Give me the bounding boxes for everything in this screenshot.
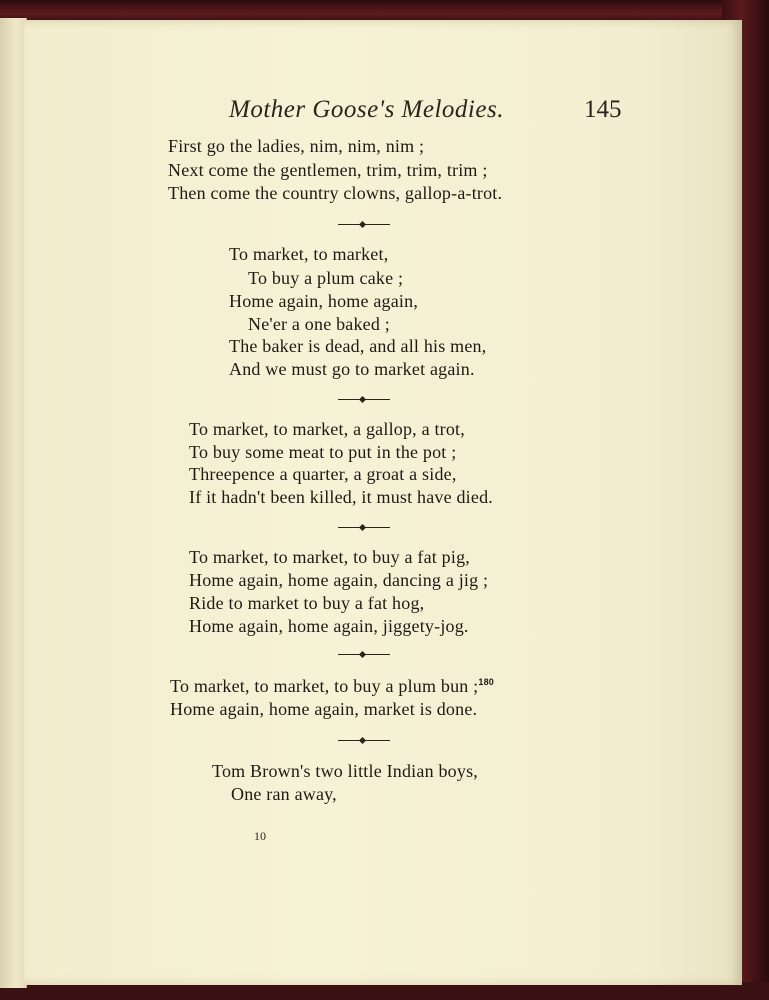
verse-line: One ran away, (231, 784, 337, 804)
verse-line: Threepence a quarter, a groat a side, (189, 464, 457, 484)
section-ornament (338, 740, 390, 741)
book-cover-top (0, 0, 769, 22)
verse-line: Home again, home again, dancing a jig ; (189, 570, 489, 590)
verse-line: If it hadn't been killed, it must have died. (189, 487, 493, 507)
running-head: Mother Goose's Melodies. (229, 96, 504, 123)
section-ornament (338, 399, 390, 400)
verse-line (170, 676, 494, 697)
verse-line: Then come the country clowns, gallop-a-trot. (168, 183, 503, 203)
verse-line: To market, to market, a gallop, a trot, (189, 419, 465, 439)
verse-line-text: To market, to market, to buy a plum bun ; (170, 676, 479, 696)
page-left-edge (0, 18, 27, 988)
verse-line: To market, to market, (229, 244, 389, 264)
verse-line: To buy some meat to put in the pot ; (189, 442, 457, 462)
footnote-marker: 180 (478, 677, 495, 687)
verse-line: Ride to market to buy a fat hog, (189, 593, 425, 613)
page-number: 145 (584, 96, 622, 123)
verse-line: Home again, home again, jiggety-jog. (189, 616, 469, 636)
section-ornament (338, 527, 390, 528)
verse-line: Ne'er a one baked ; (248, 314, 390, 334)
verse-line: To market, to market, to buy a fat pig, (189, 547, 470, 567)
section-ornament (338, 224, 390, 225)
verse-line: The baker is dead, and all his men, (229, 336, 487, 356)
verse-line: Home again, home again, (229, 291, 419, 311)
verse-line: And we must go to market again. (229, 359, 475, 379)
verse-line: Home again, home again, market is done. (170, 699, 478, 719)
book-page (24, 20, 742, 985)
signature-mark: 10 (254, 829, 266, 843)
verse-line: Next come the gentlemen, trim, trim, trim ; (168, 160, 488, 180)
verse-line: To buy a plum cake ; (248, 268, 404, 288)
section-ornament (338, 654, 390, 655)
verse-line: First go the ladies, nim, nim, nim ; (168, 136, 425, 156)
verse-line: Tom Brown's two little Indian boys, (212, 761, 478, 781)
